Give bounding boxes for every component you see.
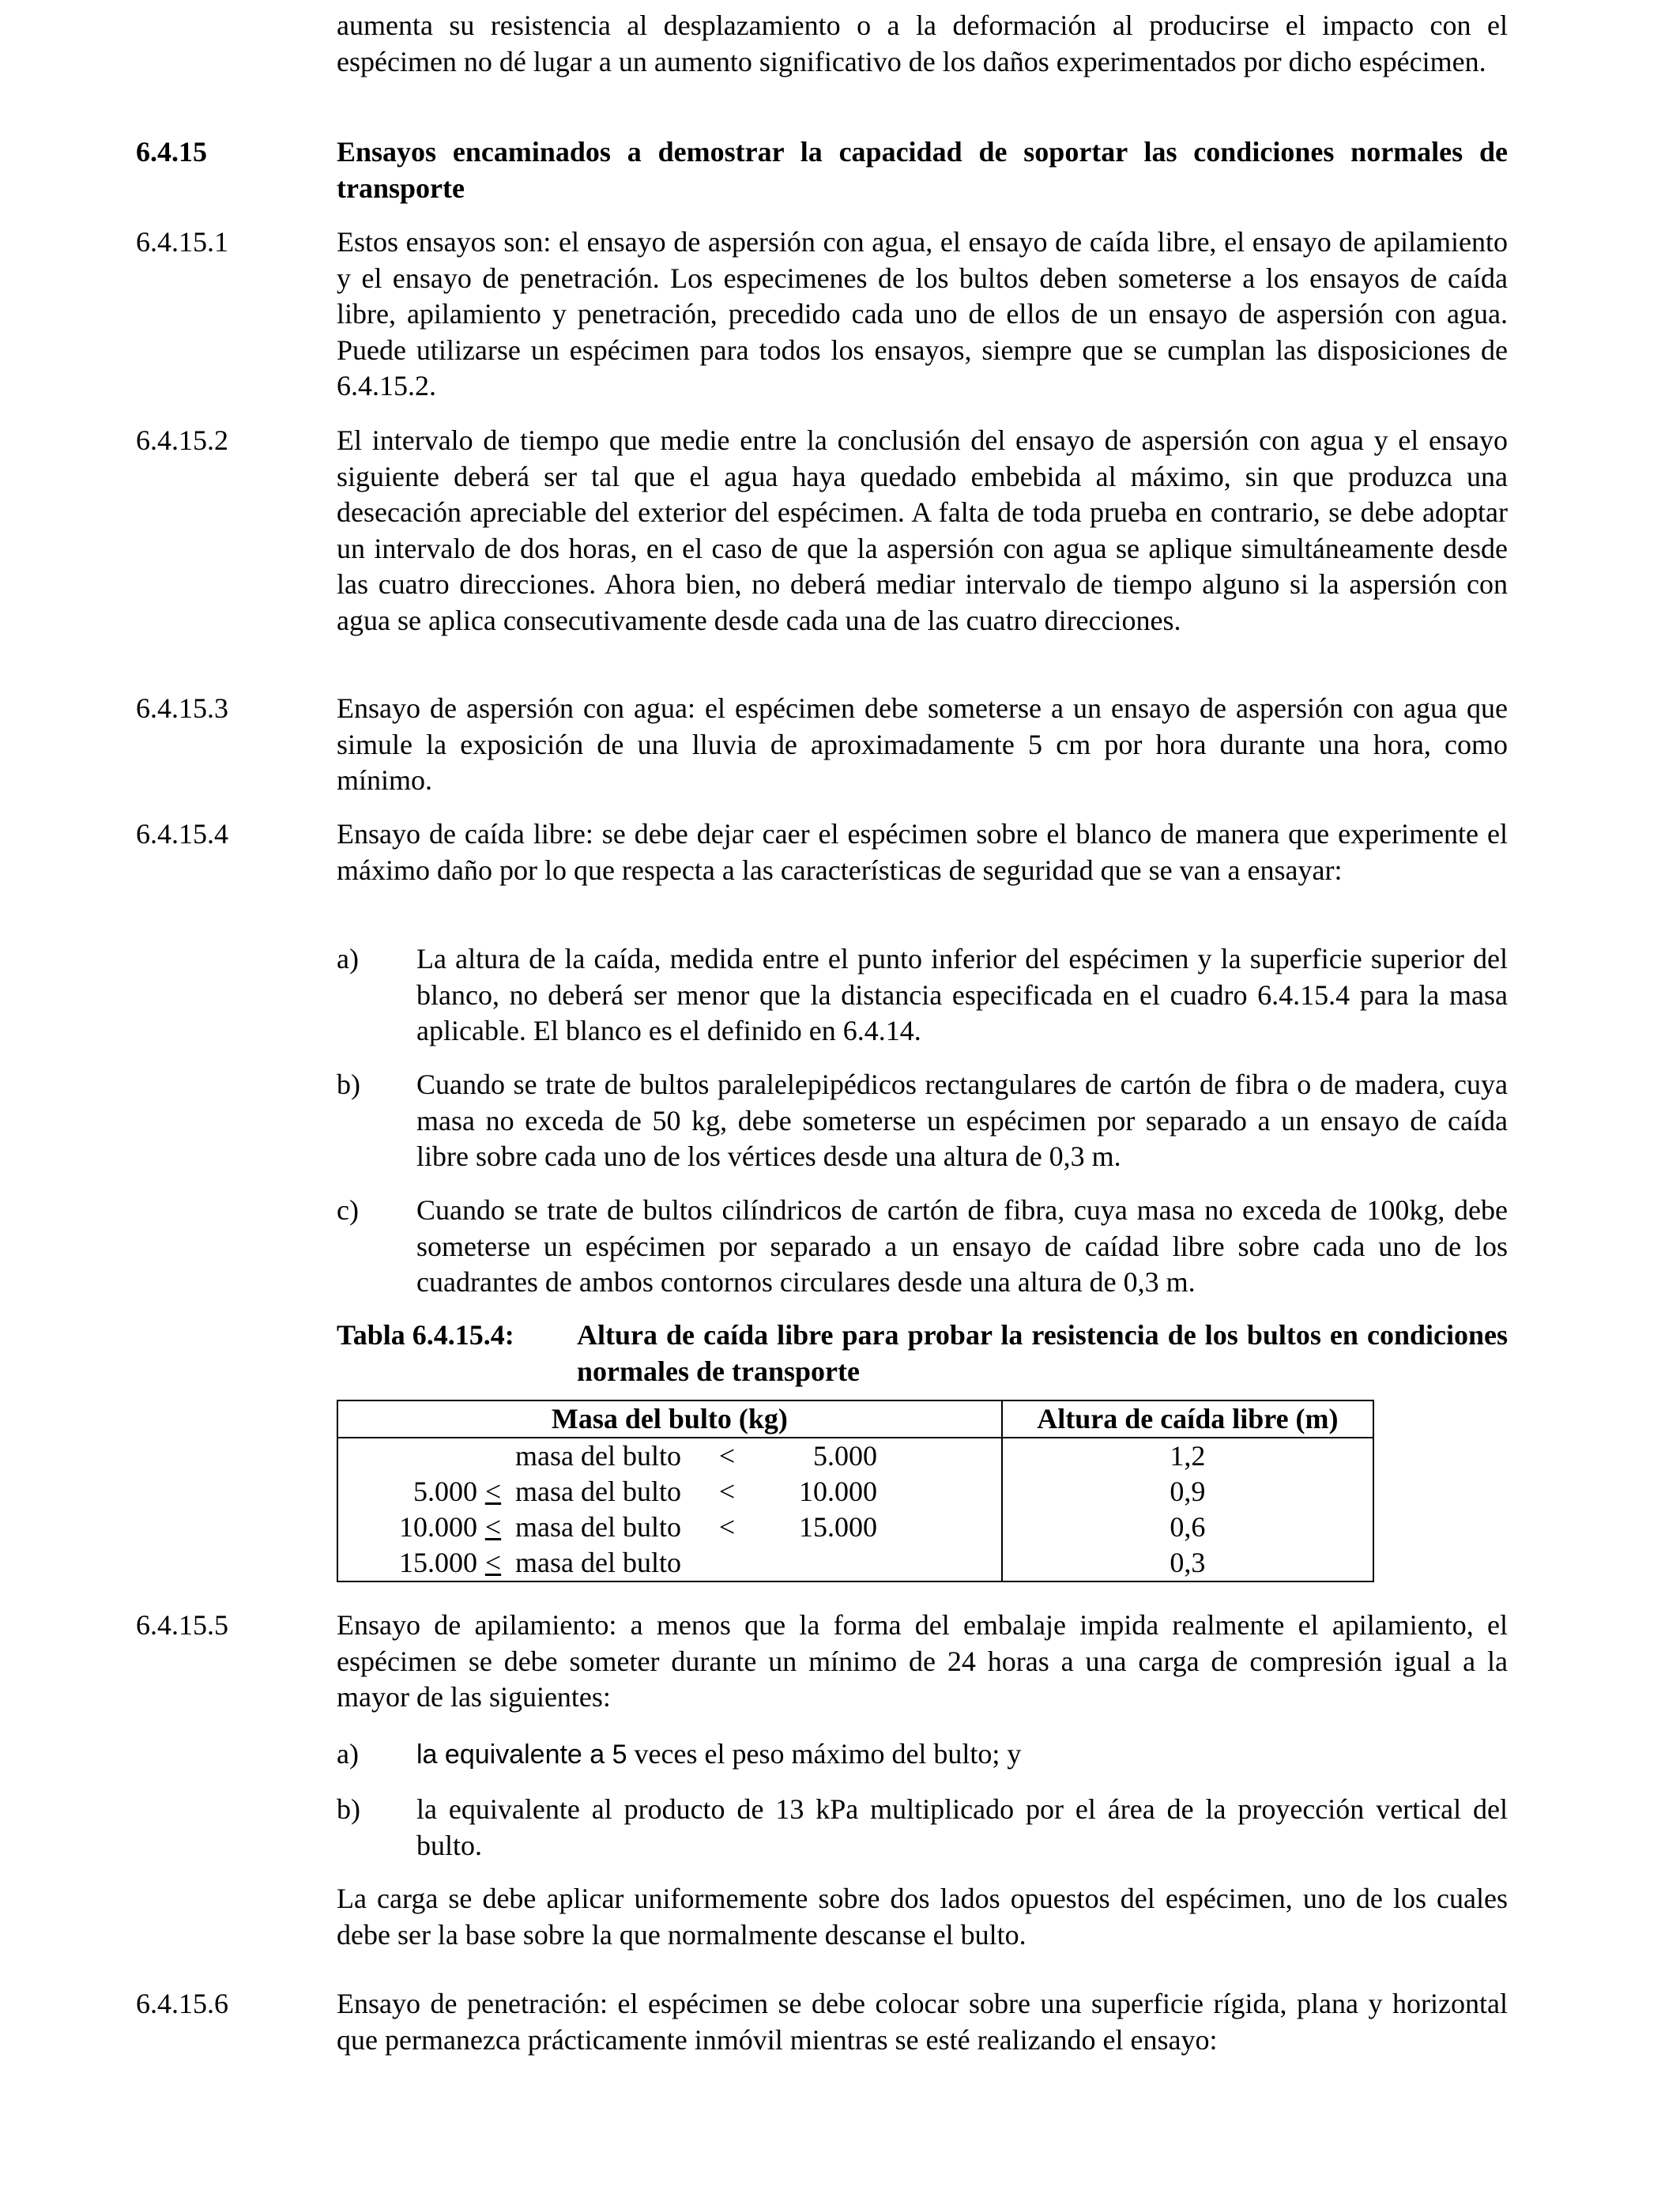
paragraph-number-3: 6.4.15.3 <box>136 692 228 724</box>
mass-le-sign: < <box>484 1476 502 1507</box>
paragraph-4: Ensayo de caída libre: se debe dejar caer el espécimen sobre el blanco de manera que experimente el máximo daño por lo que respecta a las características de seguridad que se van a ensayar: <box>337 818 1508 886</box>
mass-label: masa del bulto <box>515 1547 681 1578</box>
table-header-mass: Masa del bulto (kg) <box>337 1400 1002 1438</box>
section-title: Ensayos encaminados a demostrar la capacidad de soportar las condiciones normales de transporte <box>337 136 1508 204</box>
list-item-text-5b: la equivalente al producto de 13 kPa multiplicado por el área de la proyección vertical del bulto. <box>416 1793 1508 1861</box>
table-row <box>337 1438 1373 1474</box>
paragraph-5-closing: La carga se debe aplicar uniformemente sobre dos lados opuestos del espécimen, uno de los cuales debe ser la base sobre la que normalmente descanse el bulto. <box>337 1883 1508 1951</box>
drop-height: 0,3 <box>1002 1545 1373 1581</box>
table-header-height: Altura de caída libre (m) <box>1002 1400 1373 1438</box>
mass-lt-sign: < <box>718 1511 736 1543</box>
mass-le-sign: < <box>484 1547 502 1578</box>
mass-low: 15.000 <box>399 1547 477 1578</box>
table-header-row <box>337 1400 1373 1438</box>
mass-high: 10.000 <box>799 1476 877 1507</box>
intro-paragraph: aumenta su resistencia al desplazamiento o a la deformación al producirse el impacto con el espécimen no dé lugar a un aumento significativo de los daños experimentados por dicho espécimen. <box>337 9 1508 77</box>
paragraph-5: Ensayo de apilamiento: a menos que la forma del embalaje impida realmente el apilamiento, el espécimen se debe someter durante un mínimo de 24 horas a una carga de compresión igual a la mayor de las siguientes: <box>337 1609 1508 1713</box>
list-item-text-5a-sans: la equivalente a 5 <box>416 1740 627 1770</box>
paragraph-3: Ensayo de aspersión con agua: el espécimen debe someterse a un ensayo de aspersión con agua que simule la exposición de una lluvia de aproximadamente 5 cm por hora durante una hora, como mínimo. <box>337 692 1508 796</box>
paragraph-number-2: 6.4.15.2 <box>136 424 228 456</box>
mass-low: 10.000 <box>399 1511 477 1543</box>
paragraph-number-4: 6.4.15.4 <box>136 818 228 850</box>
paragraph-number-1: 6.4.15.1 <box>136 226 228 258</box>
list-item-label-5a: a) <box>337 1738 359 1770</box>
mass-label: masa del bulto <box>515 1440 681 1472</box>
list-item-text-5a-rest: veces el peso máximo del bulto; y <box>627 1738 1022 1770</box>
paragraph-1: Estos ensayos son: el ensayo de aspersión con agua, el ensayo de caída libre, el ensayo de apilamiento y el ensayo de penetración. Los especimenes de los bultos deben someterse a los ensayos de caída libre, apilamiento y penetración, precedido cada uno de ellos de un ensayo de aspersión con agua. Puede utilizarse un espécimen para todos los ensayos, siempre que se cumplan las disposiciones de 6.4.15.2. <box>337 226 1508 401</box>
table-row <box>337 1474 1373 1510</box>
drop-height: 0,9 <box>1002 1474 1373 1510</box>
list-item-text-5a <box>416 1736 1508 1774</box>
paragraph-6: Ensayo de penetración: el espécimen se debe colocar sobre una superficie rígida, plana y horizontal que permanezca prácticamente inmóvil mientras se esté realizando el ensayo: <box>337 1988 1508 2056</box>
mass-high: 5.000 <box>813 1440 877 1472</box>
list-item-text-b: Cuando se trate de bultos paralelepipédicos rectangulares de cartón de fibra o de madera, cuya masa no exceda de 50 kg, debe someterse un espécimen por separado a un ensayo de caída libre sobre cada uno de los vértices desde una altura de 0,3 m. <box>416 1069 1508 1172</box>
drop-height: 1,2 <box>1002 1438 1373 1474</box>
paragraph-2: El intervalo de tiempo que medie entre la conclusión del ensayo de aspersión con agua y el ensayo siguiente deberá ser tal que el agua haya quedado embebida al máximo, sin que produzca una desecación apreciable del exterior del espécimen. A falta de toda prueba en contrario, se debe adoptar un intervalo de dos horas, en el caso de que la aspersión con agua se aplique simultáneamente desde las cuatro direcciones. Ahora bien, no deberá mediar intervalo de tiempo alguno si la aspersión con agua se aplica consecutivamente desde cada una de las cuatro direcciones. <box>337 424 1508 636</box>
list-item-text-a: La altura de la caída, medida entre el punto inferior del espécimen y la superficie superior del blanco, no deberá ser menor que la distancia especificada en el cuadro 6.4.15.4 para la masa aplicable. El blanco es el definido en 6.4.14. <box>416 943 1508 1046</box>
mass-lt-sign: < <box>718 1476 736 1507</box>
list-item-label-a: a) <box>337 943 359 974</box>
mass-label: masa del bulto <box>515 1476 681 1507</box>
list-item-label-b: b) <box>337 1069 360 1100</box>
list-item-label-5b: b) <box>337 1793 360 1825</box>
list-item-label-c: c) <box>337 1194 359 1226</box>
table-caption-label: Tabla 6.4.15.4: <box>337 1319 514 1351</box>
mass-lt-sign: < <box>718 1440 736 1472</box>
list-item-text-c: Cuando se trate de bultos cilíndricos de cartón de fibra, cuya masa no exceda de 100kg, debe someterse un espécimen por separado a un ensayo de caídad libre sobre cada uno de los cuadrantes de ambos contornos circulares desde una altura de 0,3 m. <box>416 1194 1508 1298</box>
drop-height: 0,6 <box>1002 1510 1373 1545</box>
mass-high: 15.000 <box>799 1511 877 1543</box>
table-row <box>337 1510 1373 1545</box>
mass-low: 5.000 <box>413 1476 477 1507</box>
table-caption-text: Altura de caída libre para probar la resistencia de los bultos en condiciones normales de transporte <box>577 1319 1508 1387</box>
table-row <box>337 1545 1373 1581</box>
paragraph-number-6: 6.4.15.6 <box>136 1988 228 2019</box>
drop-height-table <box>337 1400 1374 1582</box>
paragraph-number-5: 6.4.15.5 <box>136 1609 228 1641</box>
mass-label: masa del bulto <box>515 1511 681 1543</box>
mass-le-sign: < <box>484 1511 502 1543</box>
section-number: 6.4.15 <box>136 136 207 168</box>
